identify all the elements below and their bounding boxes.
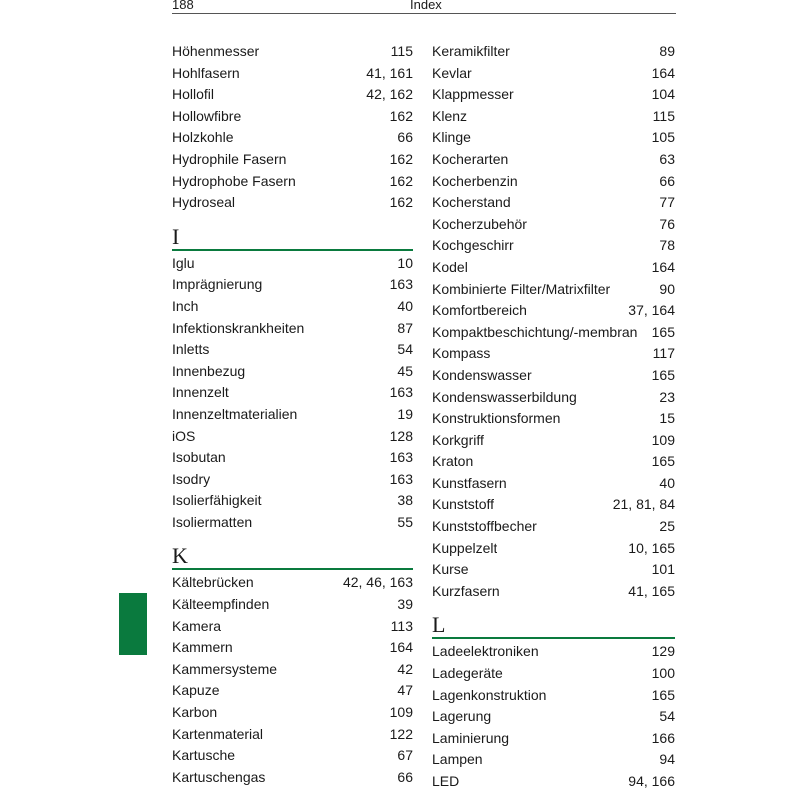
index-entry (432, 430, 675, 452)
index-term: Iglu (172, 254, 195, 271)
index-term: Kammern (172, 639, 233, 656)
index-term: Klinge (432, 129, 471, 146)
index-term: Imprägnierung (172, 276, 263, 293)
index-page-refs: 41, 165 (628, 582, 675, 599)
index-page-refs: 128 (389, 427, 413, 444)
index-term: Kocherarten (432, 150, 509, 167)
index-term: Kältebrücken (172, 574, 254, 591)
index-page-refs: 90 (659, 280, 675, 297)
index-page-refs: 54 (397, 341, 413, 358)
index-entry (172, 84, 413, 106)
index-term: Lampen (432, 751, 483, 768)
index-entry (432, 641, 675, 663)
page-header (172, 0, 676, 14)
index-term: Kochgeschirr (432, 237, 514, 254)
index-page-refs: 162 (389, 172, 413, 189)
index-entry (432, 451, 675, 473)
index-page-refs: 163 (389, 470, 413, 487)
index-entry (432, 149, 675, 171)
index-page-refs: 165 (651, 323, 675, 340)
index-page-refs: 78 (659, 237, 675, 254)
index-entry (172, 296, 413, 318)
index-term: Inletts (172, 341, 210, 358)
index-entry (432, 192, 675, 214)
index-page-refs: 122 (389, 725, 413, 742)
index-term: Kondenswasser (432, 366, 532, 383)
index-page-refs: 15 (659, 410, 675, 427)
index-term: Inch (172, 297, 199, 314)
index-term: Kondenswasserbildung (432, 388, 577, 405)
page-number: 188 (172, 0, 194, 12)
index-entry (172, 318, 413, 340)
index-term: Keramikfilter (432, 43, 510, 59)
index-term: Kammersysteme (172, 660, 278, 677)
index-page-refs: 38 (397, 492, 413, 509)
index-entry (172, 572, 413, 594)
index-term: Kälteempfinden (172, 596, 270, 613)
index-entry (172, 490, 413, 512)
index-page-refs: 166 (651, 729, 675, 746)
index-page-refs: 101 (651, 561, 675, 578)
index-term: Hollofil (172, 86, 215, 103)
index-entry (432, 300, 675, 322)
index-page-refs: 100 (651, 665, 675, 682)
index-entry (172, 745, 413, 767)
index-page-refs: 45 (397, 362, 413, 379)
index-page-refs: 66 (397, 129, 413, 146)
index-entry (432, 41, 675, 63)
index-term: Kartuschengas (172, 768, 266, 785)
index-entry (432, 728, 675, 750)
index-term: Kuppelzelt (432, 539, 498, 556)
index-term: Kompaktbeschichtung/-membran (432, 323, 638, 340)
index-term: Karbon (172, 704, 218, 721)
index-term: Kartenmaterial (172, 725, 264, 742)
index-page-refs: 77 (659, 194, 675, 211)
index-page-refs: 42 (397, 660, 413, 677)
index-page-refs: 55 (397, 513, 413, 530)
index-entry (432, 63, 675, 85)
index-page-refs: 94 (659, 751, 675, 768)
index-entry (432, 387, 675, 409)
index-page-refs: 39 (397, 596, 413, 613)
index-term: Konstruktionsformen (432, 410, 561, 427)
index-term: Kocherzubehör (432, 215, 527, 232)
index-page-refs: 66 (659, 172, 675, 189)
index-term: Lagenkonstruktion (432, 686, 547, 703)
index-term: Kocherbenzin (432, 172, 518, 189)
index-entry (172, 339, 413, 361)
index-term: LED (432, 773, 460, 789)
index-column-right (432, 41, 675, 793)
index-page-refs: 165 (651, 366, 675, 383)
letter-heading-l: L (432, 614, 675, 639)
index-group-h (172, 41, 413, 214)
index-term: Höhenmesser (172, 43, 260, 59)
index-term: Klappmesser (432, 86, 514, 103)
index-entry (172, 616, 413, 638)
index-entry (432, 235, 675, 257)
index-page-refs: 164 (651, 258, 675, 275)
index-term: Isodry (172, 470, 211, 487)
index-entry (432, 84, 675, 106)
index-page-refs: 113 (390, 617, 413, 634)
index-term: Kunststoffbecher (432, 518, 537, 535)
index-page-refs: 19 (397, 405, 413, 422)
index-term: Kraton (432, 453, 474, 470)
index-page-refs: 23 (659, 388, 675, 405)
index-term: Kodel (432, 258, 468, 275)
index-page-refs: 117 (652, 345, 675, 362)
index-page-refs: 47 (397, 682, 413, 699)
index-page-refs: 37, 164 (628, 302, 675, 319)
index-entry (172, 724, 413, 746)
index-entry (172, 426, 413, 448)
index-term: Kapuze (172, 682, 220, 699)
index-term: Hydrophobe Fasern (172, 172, 296, 189)
index-term: Lagerung (432, 708, 492, 725)
index-term: Kunstfasern (432, 474, 507, 491)
index-entry (172, 63, 413, 85)
index-entry (432, 106, 675, 128)
index-entry (172, 274, 413, 296)
index-page-refs: 163 (389, 384, 413, 401)
index-entry (172, 192, 413, 214)
index-page-refs: 104 (651, 86, 675, 103)
index-page-refs: 94, 166 (628, 773, 675, 789)
index-term: Innenzeltmaterialien (172, 405, 298, 422)
index-page-refs: 129 (651, 643, 675, 660)
index-term: Ladeelektroniken (432, 643, 539, 660)
index-entry (172, 149, 413, 171)
index-page-refs: 10, 165 (628, 539, 675, 556)
index-column-left (172, 41, 413, 788)
index-entry (172, 659, 413, 681)
index-term: Kompass (432, 345, 491, 362)
index-term: Hydroseal (172, 194, 236, 211)
index-term: Kunststoff (432, 496, 495, 513)
index-entry (172, 127, 413, 149)
index-page-refs: 87 (397, 319, 413, 336)
index-page-refs: 40 (659, 474, 675, 491)
index-page-refs: 54 (659, 708, 675, 725)
index-term: Kurzfasern (432, 582, 500, 599)
index-entry (172, 637, 413, 659)
index-page-refs: 21, 81, 84 (612, 496, 675, 513)
index-term: Kartusche (172, 747, 236, 764)
index-entry (432, 771, 675, 793)
index-page-refs: 163 (389, 276, 413, 293)
index-term: Kombinierte Filter/Matrixfilter (432, 280, 611, 297)
index-entry (172, 253, 413, 275)
index-entry (172, 361, 413, 383)
index-entry (432, 127, 675, 149)
index-entry (432, 257, 675, 279)
index-page-refs: 41, 161 (366, 64, 413, 81)
index-term: Innenbezug (172, 362, 246, 379)
letter-heading-k: K (172, 545, 413, 570)
index-entry (432, 749, 675, 771)
index-page-refs: 164 (389, 639, 413, 656)
index-term: Hollowfibre (172, 107, 242, 124)
index-term: Kurse (432, 561, 469, 578)
index-entry (432, 322, 675, 344)
index-page-refs: 165 (651, 453, 675, 470)
index-entry (172, 680, 413, 702)
index-entry (432, 685, 675, 707)
index-entry (432, 365, 675, 387)
index-entry (172, 106, 413, 128)
index-page-refs: 63 (659, 150, 675, 167)
index-term: Hydrophile Fasern (172, 150, 287, 167)
index-term: Ladegeräte (432, 665, 503, 682)
index-term: iOS (172, 427, 196, 444)
index-page-refs: 10 (397, 254, 413, 271)
index-page-refs: 40 (397, 297, 413, 314)
index-page-refs: 164 (651, 64, 675, 81)
index-page-refs: 25 (659, 518, 675, 535)
index-term: Kamera (172, 617, 222, 634)
index-term: Kevlar (432, 64, 472, 81)
index-entry (432, 171, 675, 193)
index-page-refs: 163 (389, 449, 413, 466)
index-term: Komfortbereich (432, 302, 527, 319)
index-page-refs: 67 (397, 747, 413, 764)
index-entry (172, 404, 413, 426)
index-page-refs: 76 (659, 215, 675, 232)
index-entry (172, 767, 413, 789)
index-page-refs: 165 (651, 686, 675, 703)
index-entry (172, 512, 413, 534)
index-entry (432, 516, 675, 538)
section-thumb-tab (119, 593, 147, 655)
index-group-i (172, 253, 413, 534)
index-term: Isoliermatten (172, 513, 253, 530)
index-page-refs: 162 (389, 107, 413, 124)
index-page-refs: 89 (659, 43, 675, 59)
index-entry (432, 559, 675, 581)
index-entry (172, 447, 413, 469)
index-page-refs: 109 (651, 431, 675, 448)
index-page-refs: 42, 162 (366, 86, 413, 103)
index-term: Korkgriff (432, 431, 484, 448)
index-page-refs: 115 (390, 43, 413, 59)
index-term: Laminierung (432, 729, 510, 746)
index-term: Holzkohle (172, 129, 234, 146)
index-term: Isolierfähigkeit (172, 492, 262, 509)
index-entry (432, 408, 675, 430)
index-entry (172, 469, 413, 491)
index-entry (172, 382, 413, 404)
index-group-k-continued (432, 41, 675, 602)
index-page-refs: 115 (652, 107, 675, 124)
index-group-l (432, 641, 675, 792)
index-entry (432, 663, 675, 685)
index-term: Klenz (432, 107, 468, 124)
index-page-refs: 162 (389, 150, 413, 167)
index-entry (172, 41, 413, 63)
index-term: Isobutan (172, 449, 226, 466)
index-entry (432, 214, 675, 236)
running-title: Index (410, 0, 442, 12)
index-entry (172, 594, 413, 616)
index-entry (432, 343, 675, 365)
index-term: Kocherstand (432, 194, 511, 211)
index-term: Hohlfasern (172, 64, 240, 81)
index-term: Infektionskrankheiten (172, 319, 305, 336)
index-page-refs: 42, 46, 163 (342, 574, 413, 591)
letter-heading-i: I (172, 226, 413, 251)
index-entry (432, 581, 675, 603)
index-entry (432, 494, 675, 516)
index-group-k (172, 572, 413, 788)
index-page-refs: 162 (389, 194, 413, 211)
index-page-refs: 105 (651, 129, 675, 146)
index-page-refs: 66 (397, 768, 413, 785)
index-entry (432, 473, 675, 495)
index-page-refs: 109 (389, 704, 413, 721)
index-entry (172, 702, 413, 724)
index-entry (432, 706, 675, 728)
index-entry (432, 279, 675, 301)
index-entry (172, 171, 413, 193)
index-entry (432, 538, 675, 560)
index-term: Innenzelt (172, 384, 229, 401)
